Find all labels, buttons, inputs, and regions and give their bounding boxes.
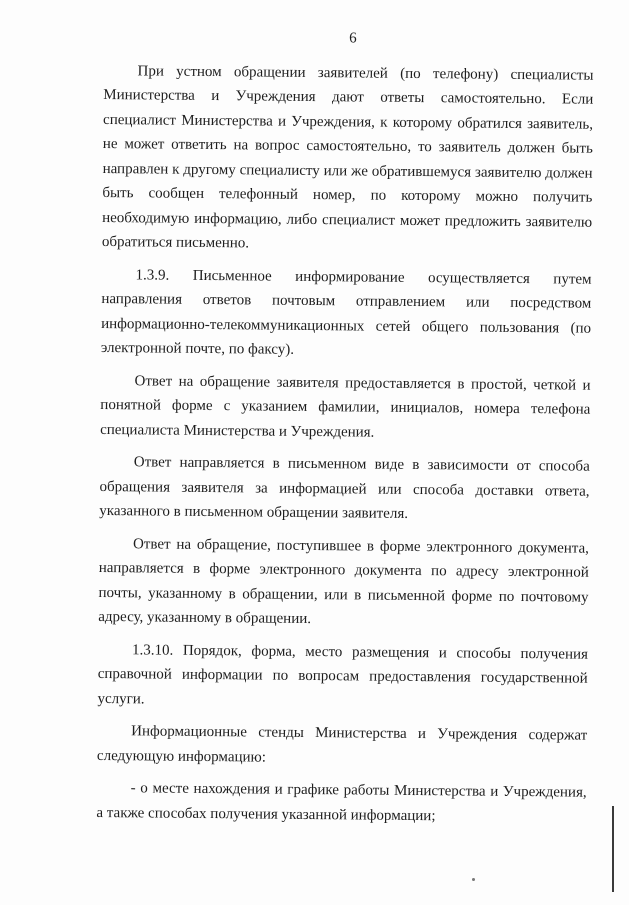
paragraph-reference-info: 1.3.10. Порядок, форма, место размещения и способы получения справочной информации по вопросам предоставления государственной услуги. [97,641,589,707]
page-number: 6 [349,30,357,47]
document-body [96,24,594,838]
paragraph-electronic-answer: Ответ на обращение, поступившее в форме электронного документа, направляется в форме электронного документа по адресу электронной почты, указанному в обращении, или в письменной форме по почтовому адресу, указанному в обращении. [98,535,590,628]
paragraph-written-informing: 1.3.9. Письменное информирование осуществляется путем направления ответов почтовым отправлением или посредством информационно-телекоммуникационных сетей общего пользования (по электронной почте, по факсу). [100,266,592,358]
scan-edge-line [612,806,614,892]
paragraph-answer-form: Ответ на обращение заявителя предоставляется в простой, четкой и понятной форме с указанием фамилии, инициалов, номера телефона специалиста Министерства и Учреждения. [100,372,591,441]
paragraph-info-stands: Информационные стенды Министерства и Учреждения содержат следующую информацию: [96,723,588,766]
scan-speck [472,878,475,881]
paragraph-answer-delivery: Ответ направляется в письменном виде в зависимости от способа обращения заявителя за информацией или способа доставки ответа, указанного в письменном обращении заявителя. [99,454,590,522]
list-item-location-schedule: - о месте нахождения и графике работы Министерства и Учреждения, а также способах получения указанной информации; [96,780,587,824]
paragraph-oral-inquiry: При устном обращении заявителей (по телефону) специалисты Министерства и Учреждения дают ответы самостоятельно. Если специалист Министерства и Учреждения, к которому обратился заявитель, не может ответить на вопрос самостоятельно, то заявитель должен быть направлен к другому специалисту или же обратившемуся заявителю должен быть сообщен телефонный номер, по которому можно получить необходимую информацию, либо специалист может предложить заявителю обратиться письменно. [101,62,594,252]
